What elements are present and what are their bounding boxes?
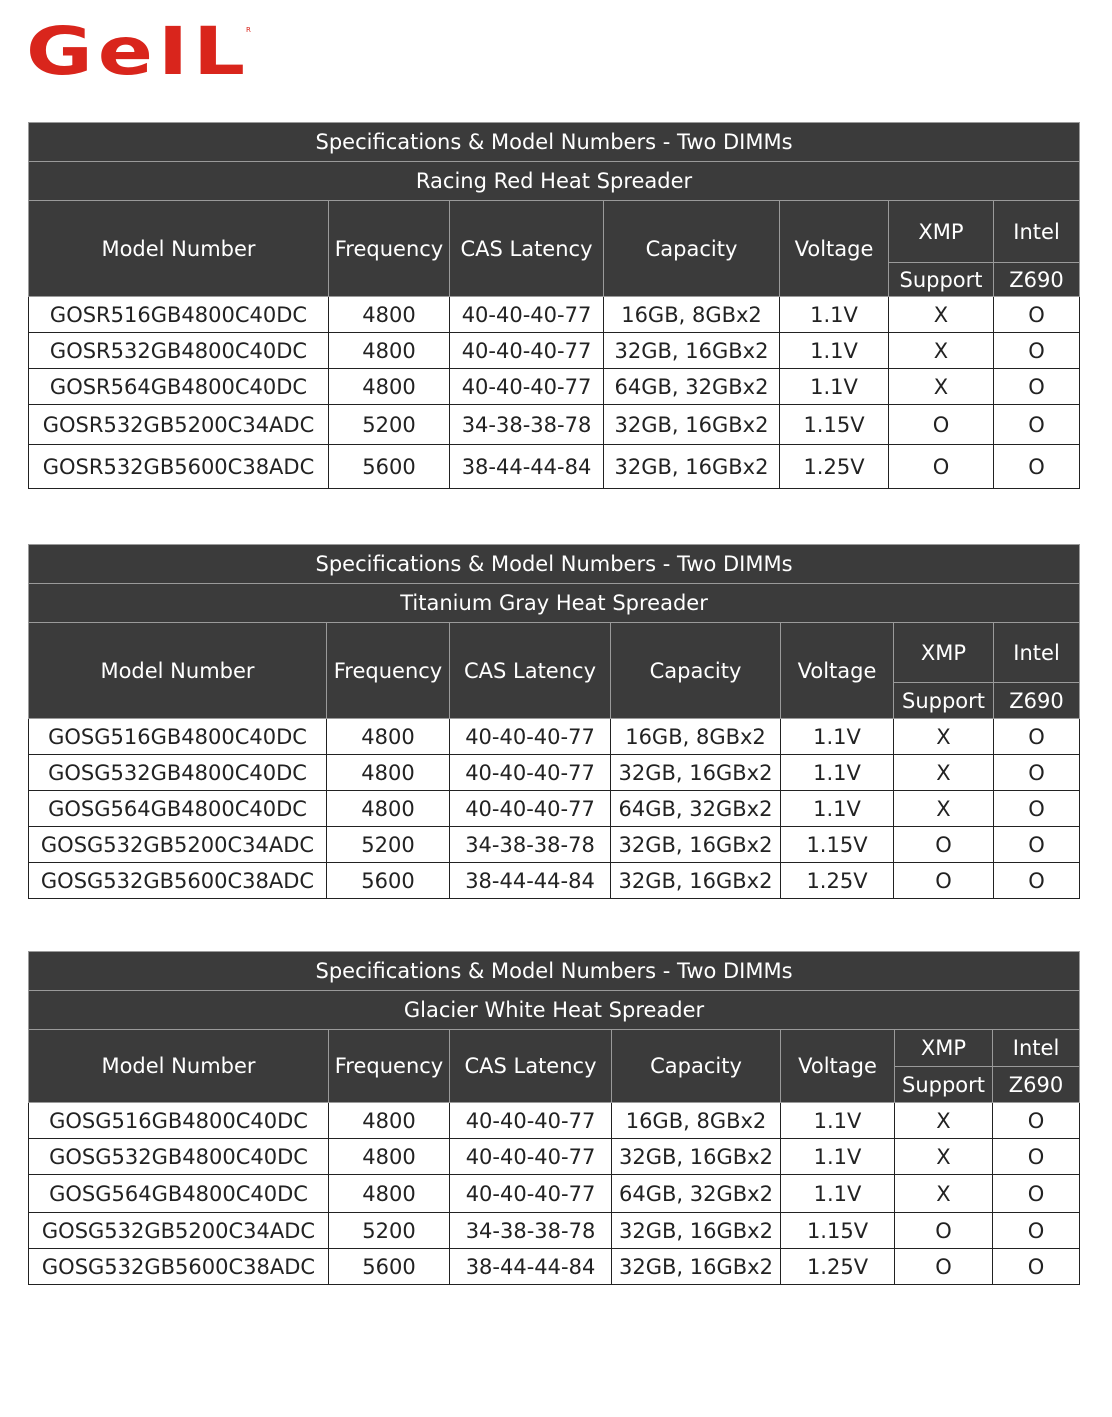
- cell-cas: 40-40-40-77: [450, 791, 611, 827]
- cell-xmp: O: [889, 445, 994, 489]
- cell-model: GOSG532GB5600C38ADC: [29, 1249, 329, 1285]
- col-header-xmp-bottom: Support: [889, 263, 994, 297]
- col-header-cas: CAS Latency: [450, 1030, 612, 1103]
- cell-voltage: 1.15V: [781, 1213, 895, 1249]
- cell-cas: 34-38-38-78: [450, 827, 611, 863]
- cell-cas: 38-44-44-84: [450, 445, 604, 489]
- cell-xmp: X: [889, 369, 994, 405]
- cell-capacity: 32GB, 16GBx2: [611, 827, 781, 863]
- cell-cas: 40-40-40-77: [450, 1175, 612, 1213]
- table-row: [29, 755, 1080, 791]
- cell-frequency: 5600: [329, 1249, 450, 1285]
- cell-voltage: 1.1V: [780, 333, 889, 369]
- cell-model: GOSG532GB5200C34ADC: [29, 827, 327, 863]
- col-header-frequency: Frequency: [329, 1030, 450, 1103]
- spec-table-titanium-gray: [28, 544, 1080, 899]
- table-title: Specifications & Model Numbers - Two DIMMs: [29, 952, 1080, 991]
- cell-intel: O: [994, 791, 1080, 827]
- cell-capacity: 16GB, 8GBx2: [612, 1103, 781, 1139]
- cell-cas: 40-40-40-77: [450, 297, 604, 333]
- cell-xmp: X: [889, 333, 994, 369]
- cell-voltage: 1.15V: [780, 405, 889, 445]
- cell-intel: O: [993, 1213, 1080, 1249]
- cell-capacity: 32GB, 16GBx2: [612, 1249, 781, 1285]
- table-row: [29, 1213, 1080, 1249]
- cell-intel: O: [994, 405, 1080, 445]
- table-row: [29, 863, 1080, 899]
- logo-text: GeIL: [26, 20, 250, 80]
- col-header-xmp-top: XMP: [889, 201, 994, 263]
- table-row: [29, 445, 1080, 489]
- cell-xmp: O: [894, 827, 994, 863]
- spec-table-glacier-white: [28, 951, 1080, 1285]
- table-subtitle: Glacier White Heat Spreader: [29, 991, 1080, 1030]
- cell-frequency: 5200: [329, 405, 450, 445]
- cell-intel: O: [994, 863, 1080, 899]
- cell-xmp: X: [889, 297, 994, 333]
- cell-model: GOSR532GB5200C34ADC: [29, 405, 329, 445]
- geil-logo: [26, 20, 258, 80]
- cell-voltage: 1.15V: [781, 827, 894, 863]
- cell-intel: O: [993, 1175, 1080, 1213]
- cell-xmp: X: [895, 1103, 993, 1139]
- cell-frequency: 5200: [329, 1213, 450, 1249]
- cell-xmp: X: [894, 719, 994, 755]
- cell-intel: O: [994, 827, 1080, 863]
- cell-intel: O: [994, 333, 1080, 369]
- col-header-cas: CAS Latency: [450, 623, 611, 719]
- cell-voltage: 1.1V: [781, 1175, 895, 1213]
- col-header-capacity: Capacity: [604, 201, 780, 297]
- cell-cas: 34-38-38-78: [450, 405, 604, 445]
- table-subtitle: Titanium Gray Heat Spreader: [29, 584, 1080, 623]
- cell-capacity: 32GB, 16GBx2: [612, 1213, 781, 1249]
- col-header-voltage: Voltage: [781, 623, 894, 719]
- table-row: [29, 1249, 1080, 1285]
- cell-voltage: 1.1V: [781, 719, 894, 755]
- cell-cas: 40-40-40-77: [450, 369, 604, 405]
- col-header-cas: CAS Latency: [450, 201, 604, 297]
- table-row: [29, 369, 1080, 405]
- table-title: Specifications & Model Numbers - Two DIMMs: [29, 545, 1080, 584]
- cell-intel: O: [994, 297, 1080, 333]
- cell-model: GOSG516GB4800C40DC: [29, 719, 327, 755]
- table-row: [29, 791, 1080, 827]
- cell-voltage: 1.1V: [781, 1139, 895, 1175]
- col-header-intel-bottom: Z690: [994, 263, 1080, 297]
- col-header-xmp-bottom: Support: [894, 683, 994, 719]
- col-header-frequency: Frequency: [327, 623, 450, 719]
- cell-capacity: 32GB, 16GBx2: [604, 445, 780, 489]
- cell-voltage: 1.25V: [781, 1249, 895, 1285]
- cell-frequency: 4800: [327, 791, 450, 827]
- col-header-model: Model Number: [29, 623, 327, 719]
- spec-table-racing-red: [28, 122, 1080, 489]
- cell-model: GOSR532GB5600C38ADC: [29, 445, 329, 489]
- cell-model: GOSG532GB4800C40DC: [29, 1139, 329, 1175]
- cell-intel: O: [993, 1139, 1080, 1175]
- cell-model: GOSR564GB4800C40DC: [29, 369, 329, 405]
- col-header-xmp-top: XMP: [894, 623, 994, 683]
- cell-model: GOSG532GB4800C40DC: [29, 755, 327, 791]
- cell-cas: 38-44-44-84: [450, 863, 611, 899]
- table-row: [29, 719, 1080, 755]
- col-header-xmp-bottom: Support: [895, 1067, 993, 1103]
- cell-frequency: 4800: [329, 297, 450, 333]
- cell-model: GOSG532GB5600C38ADC: [29, 863, 327, 899]
- cell-capacity: 32GB, 16GBx2: [604, 405, 780, 445]
- table-row: [29, 333, 1080, 369]
- cell-xmp: X: [895, 1139, 993, 1175]
- cell-capacity: 32GB, 16GBx2: [612, 1139, 781, 1175]
- table-row: [29, 1139, 1080, 1175]
- cell-frequency: 4800: [327, 755, 450, 791]
- cell-frequency: 4800: [329, 1139, 450, 1175]
- cell-intel: O: [993, 1249, 1080, 1285]
- col-header-intel-bottom: Z690: [993, 1067, 1080, 1103]
- cell-xmp: O: [895, 1249, 993, 1285]
- col-header-model: Model Number: [29, 1030, 329, 1103]
- cell-cas: 34-38-38-78: [450, 1213, 612, 1249]
- cell-intel: O: [993, 1103, 1080, 1139]
- cell-frequency: 4800: [329, 1175, 450, 1213]
- cell-frequency: 4800: [327, 719, 450, 755]
- cell-model: GOSG532GB5200C34ADC: [29, 1213, 329, 1249]
- cell-voltage: 1.1V: [781, 1103, 895, 1139]
- col-header-intel-top: Intel: [994, 201, 1080, 263]
- col-header-voltage: Voltage: [781, 1030, 895, 1103]
- cell-xmp: X: [895, 1175, 993, 1213]
- cell-voltage: 1.25V: [780, 445, 889, 489]
- logo-registered-mark: R: [246, 26, 251, 34]
- cell-model: GOSG564GB4800C40DC: [29, 791, 327, 827]
- cell-voltage: 1.1V: [781, 791, 894, 827]
- col-header-intel-top: Intel: [994, 623, 1080, 683]
- cell-model: GOSG516GB4800C40DC: [29, 1103, 329, 1139]
- cell-xmp: X: [894, 791, 994, 827]
- col-header-intel-bottom: Z690: [994, 683, 1080, 719]
- table-row: [29, 827, 1080, 863]
- col-header-capacity: Capacity: [611, 623, 781, 719]
- cell-frequency: 5600: [327, 863, 450, 899]
- cell-capacity: 32GB, 16GBx2: [604, 333, 780, 369]
- table-row: [29, 1103, 1080, 1139]
- cell-capacity: 64GB, 32GBx2: [604, 369, 780, 405]
- col-header-intel-top: Intel: [993, 1030, 1080, 1067]
- cell-cas: 40-40-40-77: [450, 1139, 612, 1175]
- col-header-capacity: Capacity: [612, 1030, 781, 1103]
- cell-intel: O: [994, 445, 1080, 489]
- cell-frequency: 4800: [329, 369, 450, 405]
- cell-capacity: 32GB, 16GBx2: [611, 755, 781, 791]
- cell-xmp: O: [889, 405, 994, 445]
- cell-voltage: 1.1V: [780, 297, 889, 333]
- col-header-voltage: Voltage: [780, 201, 889, 297]
- cell-cas: 40-40-40-77: [450, 755, 611, 791]
- cell-voltage: 1.1V: [780, 369, 889, 405]
- cell-cas: 38-44-44-84: [450, 1249, 612, 1285]
- cell-xmp: X: [894, 755, 994, 791]
- table-title: Specifications & Model Numbers - Two DIMMs: [29, 123, 1080, 162]
- cell-cas: 40-40-40-77: [450, 1103, 612, 1139]
- cell-frequency: 5600: [329, 445, 450, 489]
- cell-capacity: 64GB, 32GBx2: [612, 1175, 781, 1213]
- cell-cas: 40-40-40-77: [450, 719, 611, 755]
- cell-frequency: 5200: [327, 827, 450, 863]
- table-row: [29, 297, 1080, 333]
- table-row: [29, 1175, 1080, 1213]
- table-row: [29, 405, 1080, 445]
- cell-frequency: 4800: [329, 333, 450, 369]
- col-header-model: Model Number: [29, 201, 329, 297]
- cell-frequency: 4800: [329, 1103, 450, 1139]
- cell-xmp: O: [894, 863, 994, 899]
- cell-model: GOSR532GB4800C40DC: [29, 333, 329, 369]
- cell-model: GOSR516GB4800C40DC: [29, 297, 329, 333]
- cell-capacity: 64GB, 32GBx2: [611, 791, 781, 827]
- col-header-frequency: Frequency: [329, 201, 450, 297]
- cell-intel: O: [994, 369, 1080, 405]
- cell-model: GOSG564GB4800C40DC: [29, 1175, 329, 1213]
- cell-voltage: 1.25V: [781, 863, 894, 899]
- cell-voltage: 1.1V: [781, 755, 894, 791]
- table-subtitle: Racing Red Heat Spreader: [29, 162, 1080, 201]
- cell-cas: 40-40-40-77: [450, 333, 604, 369]
- cell-intel: O: [994, 719, 1080, 755]
- col-header-xmp-top: XMP: [895, 1030, 993, 1067]
- cell-capacity: 32GB, 16GBx2: [611, 863, 781, 899]
- cell-capacity: 16GB, 8GBx2: [611, 719, 781, 755]
- cell-xmp: O: [895, 1213, 993, 1249]
- cell-capacity: 16GB, 8GBx2: [604, 297, 780, 333]
- cell-intel: O: [994, 755, 1080, 791]
